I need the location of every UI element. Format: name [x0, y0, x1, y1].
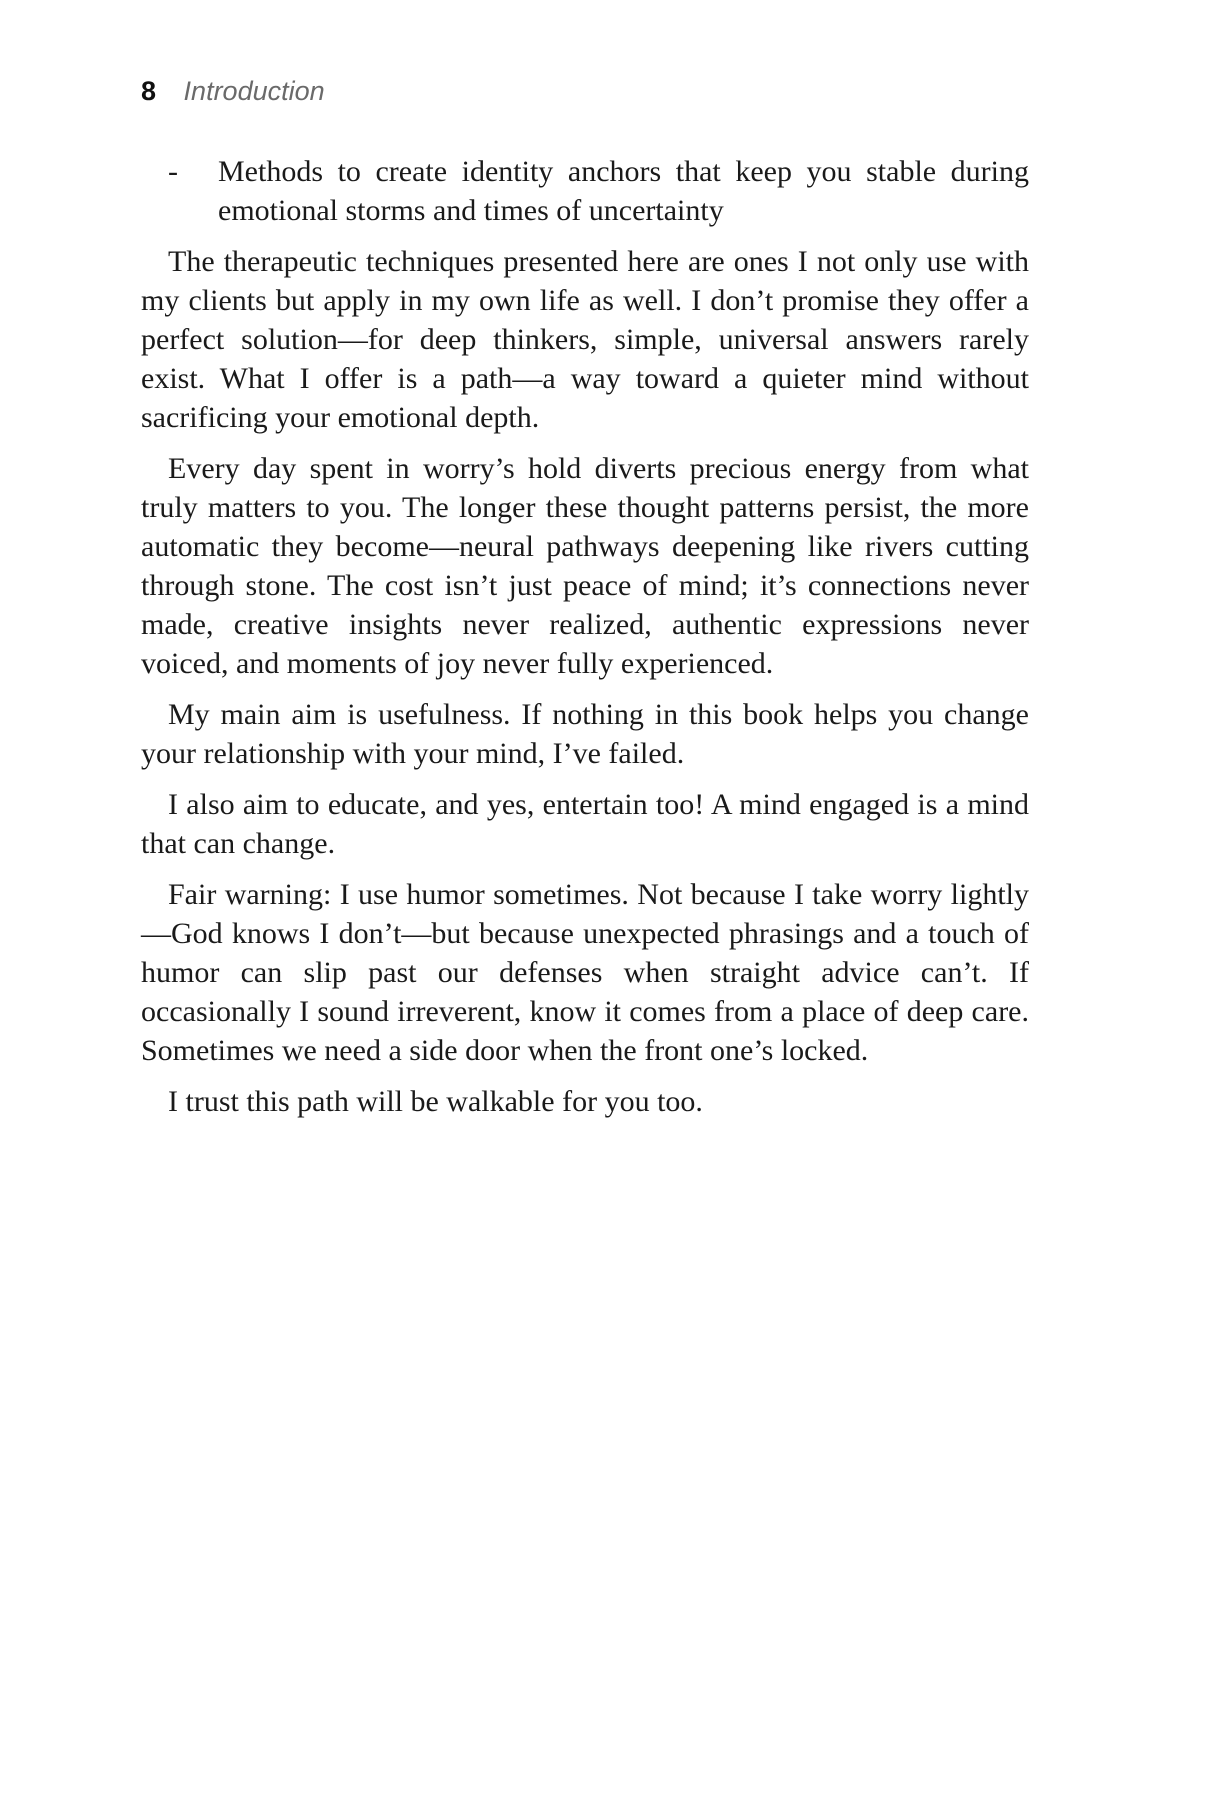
- body-text: [141, 152, 1029, 1133]
- list-item: [141, 152, 1029, 230]
- paragraph-closing: I trust this path will be walkable for you too.: [168, 1085, 703, 1118]
- bullet-dash: -: [168, 155, 178, 188]
- running-head: [141, 76, 325, 107]
- paragraph-techniques: The therapeutic techniques presented here are ones I not only use with my clients but apply in my own life as well. I don’t promise they offer a perfect solution—for deep thinkers, simple, universal answers rarely exist. What I offer is a path—a way toward a quieter mind without sacrificing your emotional depth.: [141, 245, 1029, 434]
- paragraph-worry-cost: Every day spent in worry’s hold diverts precious energy from what truly matters to you. The longer these thought patterns persist, the more automatic they become—neural pathways deepening like rivers cutting through stone. The cost isn’t just peace of mind; it’s connections never made, creative insights never realized, authentic expressions never voiced, and moments of joy never fully experienced.: [141, 452, 1029, 680]
- bullet-text: Methods to create identity anchors that keep you stable during emotional storms and times of uncertainty: [218, 155, 1029, 227]
- paragraph-educate: I also aim to educate, and yes, entertain too! A mind engaged is a mind that can change.: [141, 788, 1029, 860]
- page-number: 8: [141, 76, 157, 106]
- chapter-title: Introduction: [183, 76, 325, 106]
- paragraph-humor-warning: Fair warning: I use humor sometimes. Not because I take worry lightly—God knows I don’t—but because unexpected phrasings and a touch of humor can slip past our defenses when straight advice can’t. If occasionally I sound irreverent, know it comes from a place of deep care. Sometimes we need a side door when the front one’s locked.: [141, 878, 1029, 1067]
- paragraph-main-aim: My main aim is usefulness. If nothing in this book helps you change your relationship with your mind, I’ve failed.: [141, 698, 1029, 770]
